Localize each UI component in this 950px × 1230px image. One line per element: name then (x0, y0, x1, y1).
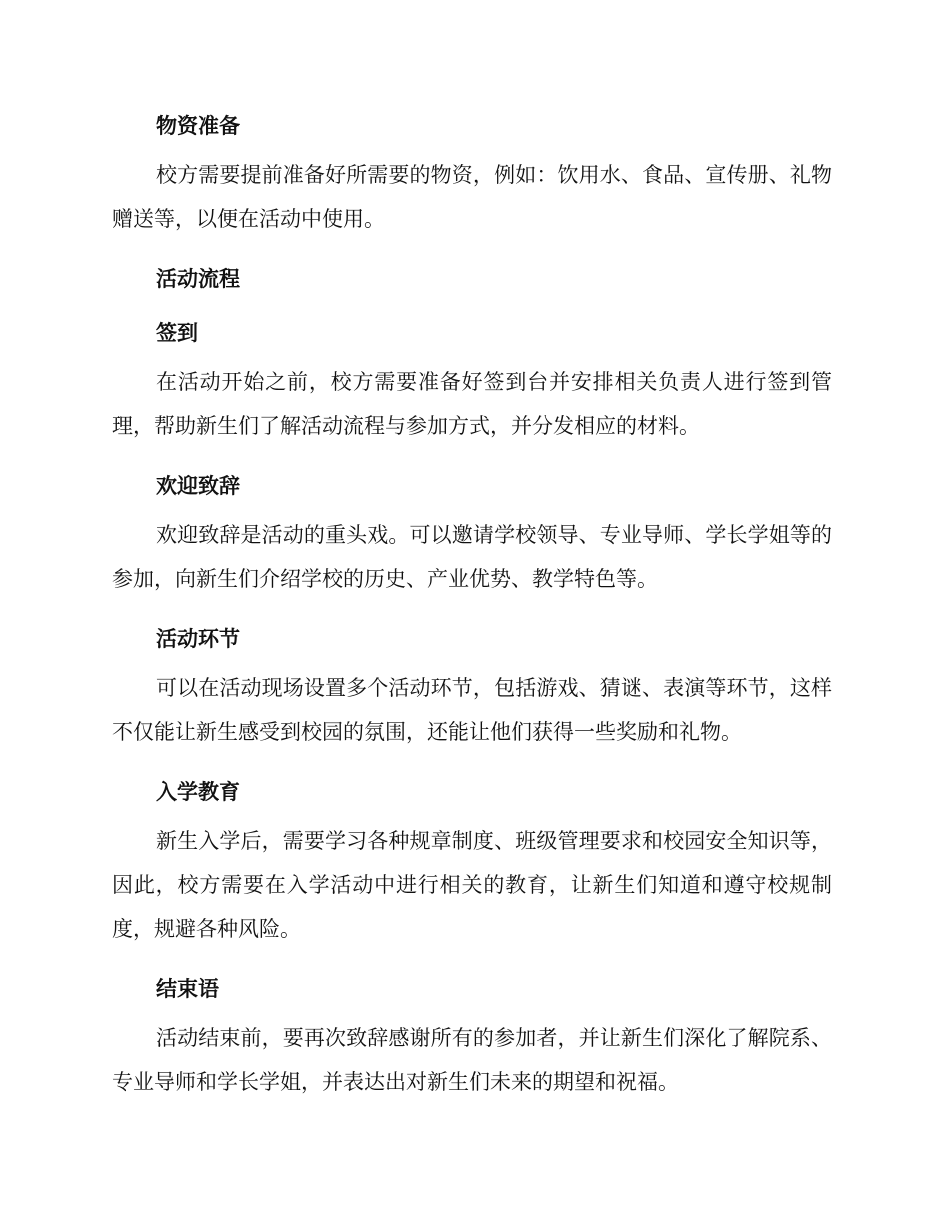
section-heading-activities: 活动环节 (156, 627, 240, 651)
section-heading-closing: 结束语 (156, 977, 219, 1001)
section-paragraph-welcome-speech: 欢迎致辞是活动的重头戏。可以邀请学校领导、专业导师、学长学姐等的参加，向新生们介绍学校的历史、产业优势、教学特色等。 (112, 523, 832, 591)
section-paragraph-materials: 校方需要提前准备好所需要的物资，例如：饮用水、食品、宣传册、礼物赠送等，以便在活动中使用。 (112, 163, 832, 231)
section-heading-signin: 签到 (156, 321, 198, 345)
section-paragraph-signin: 在活动开始之前，校方需要准备好签到台并安排相关负责人进行签到管理，帮助新生们了解活动流程与参加方式，并分发相应的材料。 (112, 370, 832, 438)
section-heading-welcome-speech: 欢迎致辞 (156, 474, 240, 498)
section-heading-enrollment-education: 入学教育 (156, 780, 240, 804)
section-heading-process: 活动流程 (156, 267, 240, 291)
section-paragraph-closing: 活动结束前，要再次致辞感谢所有的参加者，并让新生们深化了解院系、专业导师和学长学姐，并表达出对新生们未来的期望和祝福。 (112, 1026, 832, 1094)
section-paragraph-activities: 可以在活动现场设置多个活动环节，包括游戏、猜谜、表演等环节，这样不仅能让新生感受到校园的氛围，还能让他们获得一些奖励和礼物。 (112, 676, 832, 744)
document-content (112, 110, 832, 1104)
section-heading-materials: 物资准备 (156, 114, 240, 138)
section-paragraph-enrollment-education: 新生入学后，需要学习各种规章制度、班级管理要求和校园安全知识等，因此，校方需要在入学活动中进行相关的教育，让新生们知道和遵守校规制度，规避各种风险。 (112, 829, 832, 941)
